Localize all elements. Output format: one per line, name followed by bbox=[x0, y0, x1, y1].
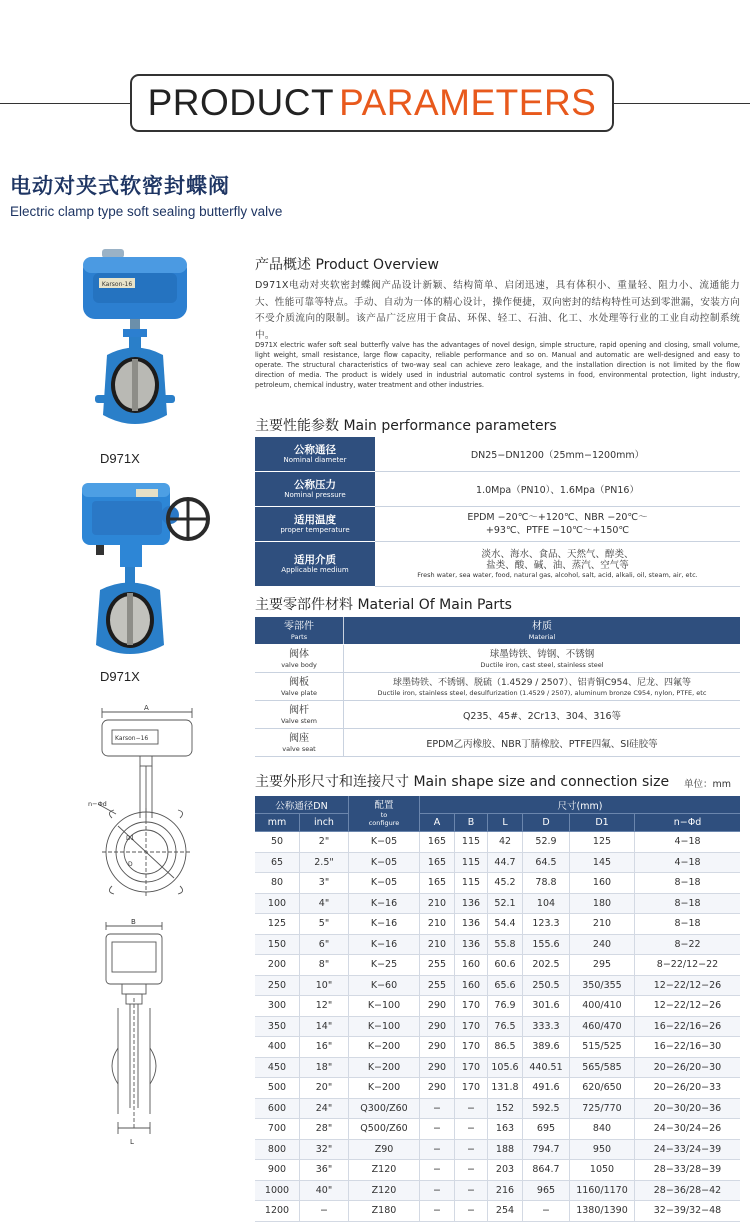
mat-value-sub: Ductile iron, stainless steel, desulfurization (1.4529 / 2507), aluminum bronze C954, nylon, PTFE, etc bbox=[377, 688, 707, 697]
dim-a: − bbox=[420, 1119, 455, 1140]
dim-a: 290 bbox=[420, 1078, 455, 1099]
dim-d1: 160 bbox=[570, 873, 635, 894]
dim-mm: 150 bbox=[255, 934, 300, 955]
dim-config: K−200 bbox=[349, 1037, 420, 1058]
mat-value-cell bbox=[344, 673, 741, 701]
dim-d1: 295 bbox=[570, 955, 635, 976]
dim-b: 160 bbox=[455, 975, 488, 996]
dim-inch: 3" bbox=[300, 873, 349, 894]
product-label-2: D971X bbox=[100, 669, 140, 684]
dim-inch: 14" bbox=[300, 1016, 349, 1037]
mat-part-en: valve seat bbox=[282, 744, 316, 753]
dim-inch: − bbox=[300, 1201, 349, 1222]
dim-a: 290 bbox=[420, 1016, 455, 1037]
dim-nphi: 8−18 bbox=[635, 893, 741, 914]
dim-d: 202.5 bbox=[523, 955, 570, 976]
dim-nphi: 28−36/28−42 bbox=[635, 1180, 741, 1201]
dim-a: 255 bbox=[420, 975, 455, 996]
perf-label-cell bbox=[255, 507, 375, 542]
dim-mm: 400 bbox=[255, 1037, 300, 1058]
table-row bbox=[255, 673, 740, 701]
dim-l: 54.4 bbox=[488, 914, 523, 935]
dim-a: − bbox=[420, 1139, 455, 1160]
dim-d1: 1160/1170 bbox=[570, 1180, 635, 1201]
table-row bbox=[255, 472, 740, 507]
dim-d: 794.7 bbox=[523, 1139, 570, 1160]
dim-a: 290 bbox=[420, 996, 455, 1017]
materials-heading: 主要零部件材料 Material Of Main Parts bbox=[255, 597, 512, 613]
header-word-product: PRODUCT bbox=[147, 82, 335, 123]
actuator-brand-label-1: Karson-16 bbox=[101, 281, 133, 288]
dim-config: K−25 bbox=[349, 955, 420, 976]
dim-config: K−100 bbox=[349, 996, 420, 1017]
dim-mm: 500 bbox=[255, 1078, 300, 1099]
dim-inch: 2.5" bbox=[300, 852, 349, 873]
dim-l: 163 bbox=[488, 1119, 523, 1140]
dim-config: Z120 bbox=[349, 1180, 420, 1201]
dim-mm: 200 bbox=[255, 955, 300, 976]
table-row bbox=[255, 955, 740, 976]
dim-head-config bbox=[349, 796, 420, 832]
table-row bbox=[255, 893, 740, 914]
dim-head-size: 尺寸(mm) bbox=[420, 796, 741, 814]
mat-value-cell bbox=[344, 645, 741, 673]
perf-value-line2: +93℃、PTFE −10℃～+150℃ bbox=[485, 525, 630, 536]
mat-value-sub: Ductile iron, cast steel, stainless steel bbox=[480, 660, 604, 669]
dim-d1: 460/470 bbox=[570, 1016, 635, 1037]
dim-inch: 36" bbox=[300, 1160, 349, 1181]
dim-l: 254 bbox=[488, 1201, 523, 1222]
mat-value: 球墨铸铁、不锈钢、脱硫（1.4529 / 2507）、铝青铜C954、尼龙、四氟等 bbox=[392, 677, 692, 688]
dim-nphi: 24−30/24−26 bbox=[635, 1119, 741, 1140]
dim-col-d: D bbox=[523, 814, 570, 832]
dim-d1: 180 bbox=[570, 893, 635, 914]
dim-mm: 65 bbox=[255, 852, 300, 873]
mat-head-parts-en: Parts bbox=[290, 632, 308, 641]
table-row bbox=[255, 507, 740, 542]
table-row bbox=[255, 1098, 740, 1119]
dim-nphi: 12−22/12−26 bbox=[635, 996, 741, 1017]
dim-b: 136 bbox=[455, 934, 488, 955]
mat-head-parts bbox=[255, 617, 344, 645]
product-title-en: Electric clamp type soft sealing butterfly valve bbox=[10, 204, 283, 219]
dim-config: K−60 bbox=[349, 975, 420, 996]
valve-image-1 bbox=[75, 245, 195, 440]
table-row bbox=[255, 1160, 740, 1181]
perf-value: DN25−DN1200（25mm−1200mm） bbox=[375, 437, 740, 472]
mat-part-cn: 阀体 bbox=[289, 648, 309, 660]
dim-inch: 32" bbox=[300, 1139, 349, 1160]
dim-l: 152 bbox=[488, 1098, 523, 1119]
mat-part-cell bbox=[255, 673, 344, 701]
dim-d1: 125 bbox=[570, 832, 635, 853]
dim-inch: 18" bbox=[300, 1057, 349, 1078]
drawing-label-nphi: n−Φd bbox=[88, 800, 107, 808]
dim-config: K−16 bbox=[349, 934, 420, 955]
dim-b: 170 bbox=[455, 1037, 488, 1058]
dim-b: 115 bbox=[455, 873, 488, 894]
dim-d: 965 bbox=[523, 1180, 570, 1201]
dimensions-table bbox=[255, 796, 740, 1222]
dim-a: − bbox=[420, 1201, 455, 1222]
dim-col-l: L bbox=[488, 814, 523, 832]
product-title-cn: 电动对夹式软密封蝶阀 bbox=[10, 174, 230, 198]
dim-d1: 210 bbox=[570, 914, 635, 935]
dim-nphi: 8−22 bbox=[635, 934, 741, 955]
dim-mm: 80 bbox=[255, 873, 300, 894]
valve-image-2 bbox=[70, 475, 210, 665]
dim-nphi: 12−22/12−26 bbox=[635, 975, 741, 996]
table-row bbox=[255, 1078, 740, 1099]
overview-text-cn: D971X电动对夹软密封蝶阀产品设计新颖、结构简单、启闭迅速，具有体积小、重量轻、阻力小、流通能力大、性能可靠等特点。手动、自动为一体的精心设计，操作便捷，双向密封的结构特性可达到零泄漏，安装方向不受介质流向的限制。该产品广泛应用于食品、环保、轻工、石油、化工、水处理等行业的工业自动控制系统中。 bbox=[255, 280, 740, 341]
dim-nphi: 16−22/16−30 bbox=[635, 1037, 741, 1058]
perf-value-cell bbox=[375, 542, 740, 587]
dim-mm: 800 bbox=[255, 1139, 300, 1160]
perf-value-sub: Fresh water, sea water, food, natural gas, alcohol, salt, acid, alkali, oil, steam, air, etc. bbox=[417, 571, 698, 579]
perf-value: EPDM −20℃～+120℃、NBR −20℃～ bbox=[467, 512, 648, 523]
dim-b: 160 bbox=[455, 955, 488, 976]
dim-col-b: B bbox=[455, 814, 488, 832]
dim-d1: 840 bbox=[570, 1119, 635, 1140]
dim-l: 65.6 bbox=[488, 975, 523, 996]
dim-d1: 350/355 bbox=[570, 975, 635, 996]
dim-l: 203 bbox=[488, 1160, 523, 1181]
dim-l: 188 bbox=[488, 1139, 523, 1160]
perf-label-cn: 适用介质 bbox=[294, 553, 336, 566]
dim-nphi: 8−18 bbox=[635, 873, 741, 894]
dimensions-body bbox=[255, 832, 740, 1222]
table-row bbox=[255, 852, 740, 873]
mat-part-cn: 阀座 bbox=[289, 732, 309, 744]
drawing-label-l: L bbox=[130, 1138, 134, 1146]
mat-part-cell bbox=[255, 645, 344, 673]
dim-d1: 515/525 bbox=[570, 1037, 635, 1058]
mat-head-material bbox=[344, 617, 741, 645]
dim-mm: 700 bbox=[255, 1119, 300, 1140]
dim-mm: 50 bbox=[255, 832, 300, 853]
dim-d: 78.8 bbox=[523, 873, 570, 894]
drawing-label-d: D bbox=[128, 861, 133, 868]
dim-col-nphi: n−Φd bbox=[635, 814, 741, 832]
dim-inch: 10" bbox=[300, 975, 349, 996]
dim-d1: 240 bbox=[570, 934, 635, 955]
table-row bbox=[255, 437, 740, 472]
dim-d: 301.6 bbox=[523, 996, 570, 1017]
materials-table bbox=[255, 617, 740, 757]
dim-head-config-en: configure bbox=[368, 819, 400, 827]
table-header-row bbox=[255, 617, 740, 645]
dim-nphi: 4−18 bbox=[635, 832, 741, 853]
perf-label-cell bbox=[255, 437, 375, 472]
dim-head-config-to: to bbox=[380, 811, 388, 819]
perf-label-cn: 适用温度 bbox=[294, 513, 336, 526]
product-label-1: D971X bbox=[100, 451, 140, 466]
dim-a: 255 bbox=[420, 955, 455, 976]
perf-value: 1.0Mpa（PN10）、1.6Mpa（PN16） bbox=[375, 472, 740, 507]
dim-a: 210 bbox=[420, 893, 455, 914]
dim-nphi: 20−26/20−33 bbox=[635, 1078, 741, 1099]
dim-inch: 6" bbox=[300, 934, 349, 955]
dim-inch: 28" bbox=[300, 1119, 349, 1140]
dim-config: K−200 bbox=[349, 1078, 420, 1099]
dim-a: 165 bbox=[420, 852, 455, 873]
dim-col-inch: inch bbox=[300, 814, 349, 832]
dim-config: Q500/Z60 bbox=[349, 1119, 420, 1140]
dim-d: 440.51 bbox=[523, 1057, 570, 1078]
dim-b: 115 bbox=[455, 832, 488, 853]
dim-nphi: 4−18 bbox=[635, 852, 741, 873]
dim-l: 45.2 bbox=[488, 873, 523, 894]
dim-d: 695 bbox=[523, 1119, 570, 1140]
dim-l: 52.1 bbox=[488, 893, 523, 914]
dim-nphi: 20−26/20−30 bbox=[635, 1057, 741, 1078]
dim-config: Q300/Z60 bbox=[349, 1098, 420, 1119]
dim-nphi: 8−22/12−22 bbox=[635, 955, 741, 976]
perf-label-cn: 公称通径 bbox=[294, 443, 336, 456]
dim-inch: 16" bbox=[300, 1037, 349, 1058]
dim-d1: 1380/1390 bbox=[570, 1201, 635, 1222]
table-row bbox=[255, 1180, 740, 1201]
dimensions-unit: 单位：mm bbox=[684, 779, 732, 790]
dim-mm: 350 bbox=[255, 1016, 300, 1037]
table-row bbox=[255, 996, 740, 1017]
performance-heading: 主要性能参数 Main performance parameters bbox=[255, 418, 557, 434]
perf-label-en: Nominal diameter bbox=[283, 455, 347, 464]
dim-d: 155.6 bbox=[523, 934, 570, 955]
dim-d: 864.7 bbox=[523, 1160, 570, 1181]
dim-mm: 1000 bbox=[255, 1180, 300, 1201]
dim-l: 76.9 bbox=[488, 996, 523, 1017]
mat-part-en: Valve plate bbox=[280, 688, 318, 697]
dim-a: 290 bbox=[420, 1057, 455, 1078]
dim-a: 165 bbox=[420, 873, 455, 894]
dim-config: K−05 bbox=[349, 873, 420, 894]
table-row bbox=[255, 914, 740, 935]
mat-part-cn: 阀杆 bbox=[289, 704, 309, 716]
dim-mm: 300 bbox=[255, 996, 300, 1017]
dim-b: 115 bbox=[455, 852, 488, 873]
mat-value: Q235、45#、2Cr13、304、316等 bbox=[344, 701, 741, 729]
dim-d: 104 bbox=[523, 893, 570, 914]
dim-mm: 125 bbox=[255, 914, 300, 935]
perf-value: 淡水、海水、食品、天然气、醇类、 bbox=[481, 549, 634, 560]
table-row bbox=[255, 1139, 740, 1160]
header-rule-left bbox=[0, 103, 130, 104]
perf-label-cell bbox=[255, 542, 375, 587]
table-header-row bbox=[255, 796, 740, 814]
dim-b: 170 bbox=[455, 1057, 488, 1078]
dim-l: 86.5 bbox=[488, 1037, 523, 1058]
table-row bbox=[255, 975, 740, 996]
perf-label-cell bbox=[255, 472, 375, 507]
dim-a: 165 bbox=[420, 832, 455, 853]
dim-nphi: 32−39/32−48 bbox=[635, 1201, 741, 1222]
dimension-drawing-side bbox=[100, 918, 190, 1150]
table-row bbox=[255, 645, 740, 673]
dim-a: − bbox=[420, 1160, 455, 1181]
dim-d: 52.9 bbox=[523, 832, 570, 853]
perf-label-en: Nominal pressure bbox=[284, 490, 346, 499]
dim-head-dn: 公称通径DN bbox=[255, 796, 349, 814]
table-row bbox=[255, 1057, 740, 1078]
header-word-parameters: PARAMETERS bbox=[339, 82, 597, 123]
dim-b: − bbox=[455, 1098, 488, 1119]
dim-mm: 900 bbox=[255, 1160, 300, 1181]
dim-d: 64.5 bbox=[523, 852, 570, 873]
dim-inch: 2" bbox=[300, 832, 349, 853]
dim-l: 105.6 bbox=[488, 1057, 523, 1078]
dim-inch: 40" bbox=[300, 1180, 349, 1201]
dim-mm: 600 bbox=[255, 1098, 300, 1119]
dim-col-d1: D1 bbox=[570, 814, 635, 832]
dim-b: − bbox=[455, 1201, 488, 1222]
perf-label-cn: 公称压力 bbox=[294, 478, 336, 491]
perf-label-en: Applicable medium bbox=[281, 565, 349, 574]
dim-l: 60.6 bbox=[488, 955, 523, 976]
mat-head-material-en: Material bbox=[528, 632, 556, 641]
dim-d1: 1050 bbox=[570, 1160, 635, 1181]
dim-b: 136 bbox=[455, 914, 488, 935]
dim-b: − bbox=[455, 1119, 488, 1140]
mat-part-en: valve body bbox=[281, 660, 317, 669]
drawing-label-b: B bbox=[131, 918, 136, 926]
dim-a: 210 bbox=[420, 914, 455, 935]
table-row bbox=[255, 542, 740, 587]
dim-b: − bbox=[455, 1160, 488, 1181]
dim-b: 170 bbox=[455, 996, 488, 1017]
table-row bbox=[255, 934, 740, 955]
dim-b: 170 bbox=[455, 1016, 488, 1037]
dim-mm: 100 bbox=[255, 893, 300, 914]
dim-config: Z180 bbox=[349, 1201, 420, 1222]
mat-part-cell bbox=[255, 729, 344, 757]
dim-a: 290 bbox=[420, 1037, 455, 1058]
table-header-row bbox=[255, 814, 740, 832]
dim-config: K−200 bbox=[349, 1057, 420, 1078]
dim-config: Z90 bbox=[349, 1139, 420, 1160]
perf-label-en: proper temperature bbox=[280, 525, 350, 534]
dim-inch: 12" bbox=[300, 996, 349, 1017]
table-row bbox=[255, 873, 740, 894]
table-row bbox=[255, 1119, 740, 1140]
dim-d: 389.6 bbox=[523, 1037, 570, 1058]
dimension-drawing-front bbox=[88, 700, 208, 900]
dim-mm: 250 bbox=[255, 975, 300, 996]
dim-d1: 950 bbox=[570, 1139, 635, 1160]
dim-nphi: 16−22/16−26 bbox=[635, 1016, 741, 1037]
dim-config: K−16 bbox=[349, 893, 420, 914]
mat-part-cn: 阀板 bbox=[289, 676, 309, 688]
table-row bbox=[255, 701, 740, 729]
overview-heading: 产品概述 Product Overview bbox=[255, 257, 439, 273]
dim-d: 333.3 bbox=[523, 1016, 570, 1037]
drawing-label-d1: D1 bbox=[126, 835, 135, 842]
drawing-label-a: A bbox=[144, 704, 149, 712]
mat-value: 球墨铸铁、铸钢、不锈钢 bbox=[489, 648, 595, 660]
header-rule-right bbox=[614, 103, 750, 104]
dim-b: − bbox=[455, 1180, 488, 1201]
dim-d1: 400/410 bbox=[570, 996, 635, 1017]
dim-config: K−05 bbox=[349, 832, 420, 853]
dim-config: K−16 bbox=[349, 914, 420, 935]
dim-d: 250.5 bbox=[523, 975, 570, 996]
perf-value-cell bbox=[375, 507, 740, 542]
dim-b: 136 bbox=[455, 893, 488, 914]
dim-mm: 450 bbox=[255, 1057, 300, 1078]
mat-head-parts-cn: 零部件 bbox=[284, 620, 314, 632]
dim-d1: 620/650 bbox=[570, 1078, 635, 1099]
dim-nphi: 8−18 bbox=[635, 914, 741, 935]
performance-table bbox=[255, 437, 740, 587]
overview-text-en: D971X electric wafer soft seal butterfly valve has the advantages of novel design, simple structure, rapid opening and closing, small volume, light weight, small resistance, large flow capacity, reliable performance and so on. Manual and automatic are well-designed and easy to operate. The structural characteristics of two-way seal can achieve zero leakage, and the installation direction is not limited by the flow direction of media. The product is widely used in industrial automatic control systems in food, environmental protection, light industry, petroleum, chemical industry, water treatment and other industries. bbox=[255, 341, 740, 390]
dim-inch: 24" bbox=[300, 1098, 349, 1119]
dim-nphi: 24−33/24−39 bbox=[635, 1139, 741, 1160]
dim-inch: 4" bbox=[300, 893, 349, 914]
dim-d: − bbox=[523, 1201, 570, 1222]
dim-config: Z120 bbox=[349, 1160, 420, 1181]
dim-b: 170 bbox=[455, 1078, 488, 1099]
dim-d1: 725/770 bbox=[570, 1098, 635, 1119]
dim-config: K−05 bbox=[349, 852, 420, 873]
dim-a: 210 bbox=[420, 934, 455, 955]
mat-part-cell bbox=[255, 701, 344, 729]
dim-col-a: A bbox=[420, 814, 455, 832]
dim-l: 42 bbox=[488, 832, 523, 853]
dim-col-mm: mm bbox=[255, 814, 300, 832]
dim-d: 491.6 bbox=[523, 1078, 570, 1099]
table-row bbox=[255, 729, 740, 757]
mat-part-en: Valve stem bbox=[281, 716, 317, 725]
header-banner bbox=[130, 74, 614, 132]
dim-mm: 1200 bbox=[255, 1201, 300, 1222]
dim-d: 123.3 bbox=[523, 914, 570, 935]
dim-inch: 5" bbox=[300, 914, 349, 935]
dim-inch: 8" bbox=[300, 955, 349, 976]
dim-a: − bbox=[420, 1180, 455, 1201]
dim-a: − bbox=[420, 1098, 455, 1119]
dim-inch: 20" bbox=[300, 1078, 349, 1099]
mat-head-material-cn: 材质 bbox=[532, 620, 552, 632]
mat-value: EPDM乙丙橡胶、NBR丁腈橡胶、PTFE四氟、SI硅胶等 bbox=[344, 729, 741, 757]
dim-nphi: 20−30/20−36 bbox=[635, 1098, 741, 1119]
dim-config: K−100 bbox=[349, 1016, 420, 1037]
dim-nphi: 28−33/28−39 bbox=[635, 1160, 741, 1181]
dim-d1: 565/585 bbox=[570, 1057, 635, 1078]
perf-value-line2: 盐类、酸、碱、油、蒸汽、空气等 bbox=[486, 560, 629, 571]
dim-l: 44.7 bbox=[488, 852, 523, 873]
table-row bbox=[255, 1016, 740, 1037]
dim-l: 216 bbox=[488, 1180, 523, 1201]
dim-d1: 145 bbox=[570, 852, 635, 873]
dim-d: 592.5 bbox=[523, 1098, 570, 1119]
dim-l: 76.5 bbox=[488, 1016, 523, 1037]
dim-head-config-cn: 配置 bbox=[374, 800, 394, 811]
dim-b: − bbox=[455, 1139, 488, 1160]
drawing-brand: Karson−16 bbox=[115, 735, 149, 742]
table-row bbox=[255, 832, 740, 853]
dimensions-heading: 主要外形尺寸和连接尺寸 Main shape size and connection size bbox=[255, 774, 670, 790]
dim-l: 55.8 bbox=[488, 934, 523, 955]
table-row bbox=[255, 1037, 740, 1058]
dim-l: 131.8 bbox=[488, 1078, 523, 1099]
